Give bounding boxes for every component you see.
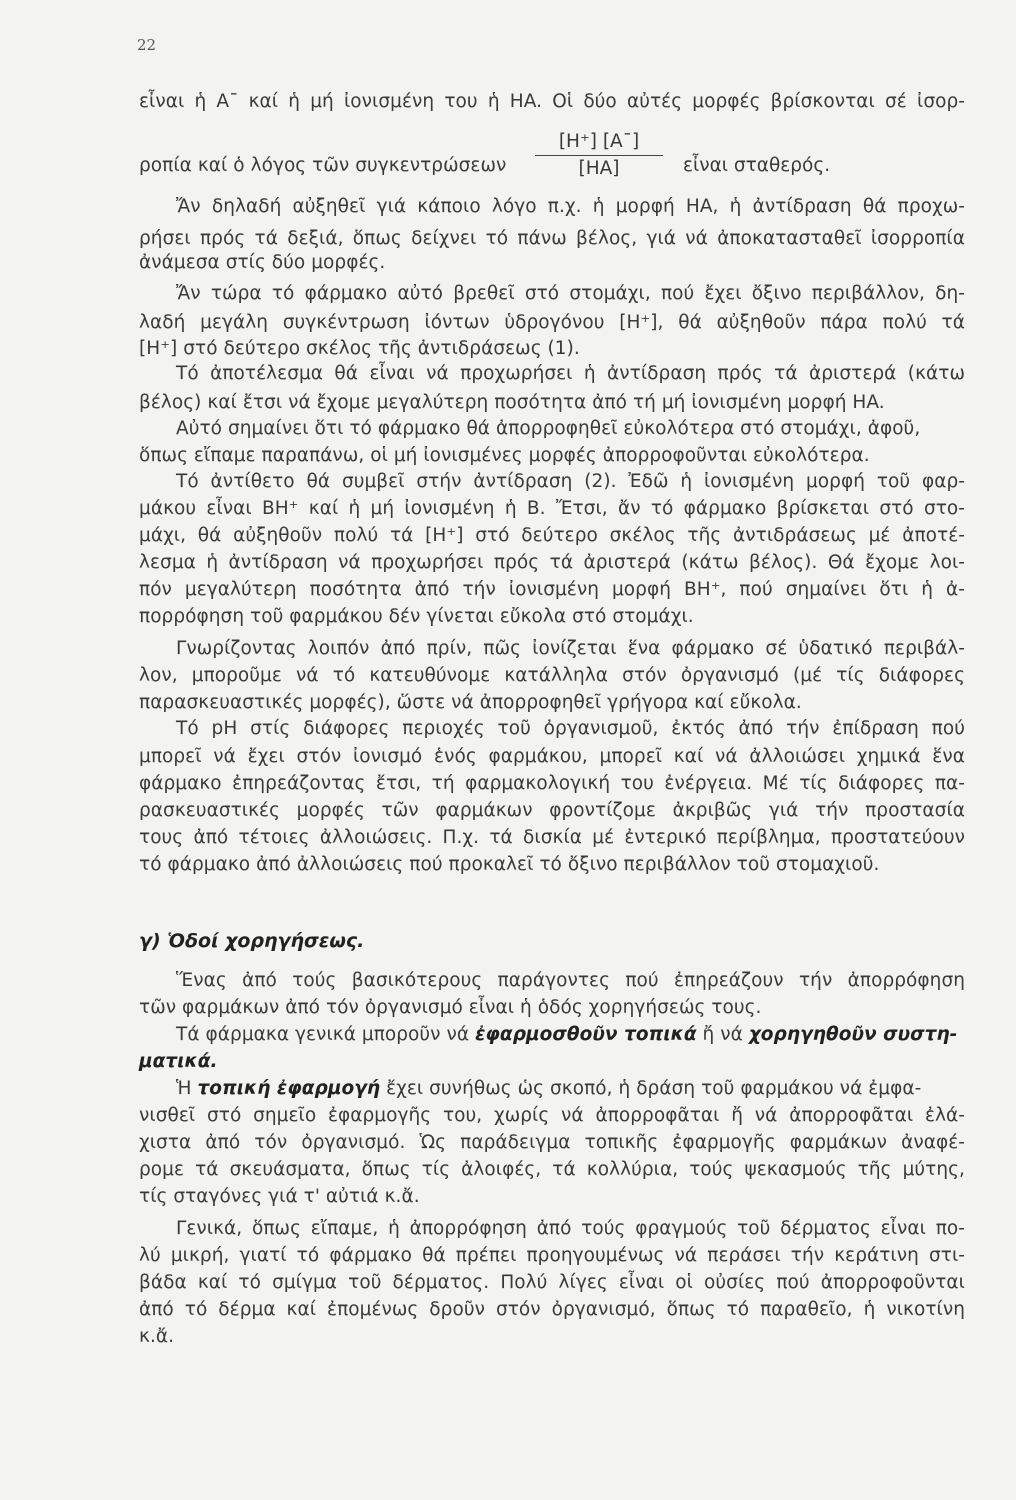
text-line: Ἄν τώρα τό φάρμακο αὐτό βρεθεῖ στό στομάχι, πού ἔχει ὄξινο περιβάλλον, δη- [176, 283, 965, 304]
text-line [176, 1077, 965, 1101]
text-run: ἔχει συνήθως ὡς σκοπό, ἡ δράση τοῦ φαρμάκου νά ἐμφα- [386, 1078, 922, 1099]
text-line: ἀνάμεσα στίς δύο μορφές. [139, 252, 386, 273]
text-line: νισθεῖ στό σημεῖο ἐφαρμογῆς του, χωρίς νά ἀπορροφᾶται ἤ νά ἀπορροφᾶται ἐλά- [139, 1105, 965, 1126]
text-line: μάχι, θά αὐξηθοῦν πολύ τά [H⁺] στό δεύτερο σκέλος τῆς ἀντιδράσεως μέ ἀποτέ- [139, 525, 965, 546]
text-run: Τά φάρμακα γενικά μποροῦν νά [176, 1024, 470, 1045]
text-line: Ἕνας ἀπό τούς βασικότερους παράγοντες πού ἐπηρεάζουν τήν ἀπορρόφηση [176, 970, 965, 991]
text-line: ροπία καί ὁ λόγος τῶν συγκεντρώσεων [139, 155, 507, 176]
text-line: Τό ἀποτέλεσμα θά εἶναι νά προχωρήσει ἡ ἀντίδραση πρός τά ἀριστερά (κάτω [176, 363, 965, 384]
text-line: λαδή μεγάλη συγκέντρωση ἰόντων ὑδρογόνου [H⁺], θά αὐξηθοῦν πάρα πολύ τά [139, 312, 965, 333]
text-line: ρήσει πρός τά δεξιά, ὅπως δείχνει τό πάνω βέλος, γιά νά ἀποκατασταθεῖ ἰσορροπία [139, 228, 965, 249]
text-line: λεσμα ἡ ἀντίδραση νά προχωρήσει πρός τά ἀριστερά (κάτω βέλος). Θά ἔχομε λοι- [139, 552, 965, 573]
text-line: λύ μικρή, γιατί τό φάρμακο θά πρέπει προηγουμένως νά περάσει τήν κεράτινη στι- [139, 1245, 965, 1266]
section-heading: γ) Ὁδοί χορηγήσεως. [139, 930, 365, 952]
text-run: ἤ νά [702, 1024, 743, 1045]
text-line: τό φάρμακο ἀπό ἀλλοιώσεις πού προκαλεῖ τό ὄξινο περιβάλλον τοῦ στομαχιοῦ. [139, 854, 880, 875]
text-line: Γενικά, ὅπως εἴπαμε, ἡ ἀπορρόφηση ἀπό τούς φραγμούς τοῦ δέρματος εἶναι πο- [176, 1218, 965, 1239]
text-line: παρασκευαστικές μορφές), ὥστε νά ἀπορροφηθεῖ γρήγορα καί εὔκολα. [139, 692, 802, 713]
text-line: βέλος) καί ἔτσι νά ἔχομε μεγαλύτερη ποσότητα ἀπό τή μή ἰονισμένη μορφή HA. [139, 392, 885, 413]
text-line: κ.ἄ. [139, 1326, 175, 1347]
emphasis-local-application: τοπική ἐφαρμογή [197, 1078, 381, 1099]
text-line: βάδα καί τό σμίγμα τοῦ δέρματος. Πολύ λίγες εἶναι οἱ οὐσίες πού ἀπορροφοῦνται [139, 1272, 965, 1293]
emphasis-systemic: χορηγηθοῦν συστη- [748, 1024, 958, 1045]
emphasis-local: ἐφαρμοσθοῦν τοπικά [475, 1024, 697, 1045]
text-line: ρομε τά σκευάσματα, ὅπως τίς ἀλοιφές, τά κολλύρια, τούς ψεκασμούς τῆς μύτης, [139, 1159, 965, 1180]
text-line: εἶναι σταθερός. [683, 155, 831, 176]
text-line: φάρμακο ἐπηρεάζοντας ἔτσι, τή φαρμακολογική του ἐνέργεια. Μέ τίς διάφορες πα- [139, 773, 965, 794]
text-line: Ἄν δηλαδή αὐξηθεῖ γιά κάποιο λόγο π.χ. ἡ μορφή HA, ἡ ἀντίδραση θά προχω- [176, 196, 965, 217]
text-line: πορρόφηση τοῦ φαρμάκου δέν γίνεται εὔκολα στό στομάχι. [139, 606, 694, 627]
text-line: χιστα ἀπό τόν ὀργανισμό. Ὡς παράδειγμα τοπικῆς ἐφαρμογῆς φαρμάκων ἀναφέ- [139, 1132, 965, 1153]
text-line: τους ἀπό τέτοιες ἀλλοιώσεις. Π.χ. τά δισκία μέ ἐντερικό περίβλημα, προστατεύουν [139, 827, 965, 848]
text-line: ὅπως εἴπαμε παραπάνω, οἱ μή ἰονισμένες μορφές ἀπορροφοῦνται εὐκολότερα. [139, 445, 870, 466]
text-line: τῶν φαρμάκων ἀπό τόν ὀργανισμό εἶναι ἡ ὁδός χορηγήσεώς τους. [139, 997, 762, 1018]
text-line: Αὐτό σημαίνει ὅτι τό φάρμακο θά ἀπορροφηθεῖ εὐκολότερα στό στομάχι, ἀφοῦ, [176, 418, 921, 439]
text-line: μάκου εἶναι BH⁺ καί ἡ μή ἰονισμένη ἡ B. Ἔτσι, ἄν τό φάρμακο βρίσκεται στό στο- [139, 498, 965, 519]
text-line: Τό pH στίς διάφορες περιοχές τοῦ ὀργανισμοῦ, ἐκτός ἀπό τήν ἐπίδραση πού [176, 718, 965, 739]
text-line [139, 1050, 965, 1074]
text-line: τίς σταγόνες γιά τ' αὐτιά κ.ἄ. [139, 1186, 420, 1207]
formula-numerator: [H⁺] [A¯] [535, 130, 663, 156]
concentration-ratio-formula [535, 130, 663, 181]
text-line: Τό ἀντίθετο θά συμβεῖ στήν ἀντίδραση (2). Ἐδῶ ἡ ἰονισμένη μορφή τοῦ φαρ- [176, 471, 965, 492]
text-line: λον, μποροῦμε νά τό κατευθύνομε κατάλληλα στόν ὀργανισμό (μέ τίς διάφορες [139, 665, 965, 686]
text-line: ρασκευαστικές μορφές τῶν φαρμάκων φροντίζομε ἀκριβῶς γιά τήν προστασία [139, 800, 965, 821]
emphasis-systemic-end: ματικά. [139, 1051, 218, 1072]
formula-denominator: [HA] [578, 158, 620, 179]
text-line: πόν μεγαλύτερη ποσότητα ἀπό τήν ἰονισμένη μορφή BH⁺, πού σημαίνει ὅτι ἡ ἀ- [139, 579, 965, 600]
text-line [176, 1023, 965, 1047]
text-line: ἀπό τό δέρμα καί ἐπομένως δροῦν στόν ὀργανισμό, ὅπως τό παραθεῖο, ἡ νικοτίνη [139, 1299, 965, 1320]
text-line: εἶναι ἡ A¯ καί ἡ μή ἰονισμένη του ἡ HA. Οἱ δύο αὐτές μορφές βρίσκονται σέ ἰσορ- [139, 91, 965, 112]
text-line: μπορεῖ νά ἔχει στόν ἰονισμό ἑνός φαρμάκου, μπορεῖ καί νά ἀλλοιώσει χημικά ἕνα [139, 746, 965, 767]
text-line: [H⁺] στό δεύτερο σκέλος τῆς ἀντιδράσεως (1). [139, 338, 580, 359]
text-line: Γνωρίζοντας λοιπόν ἀπό πρίν, πῶς ἰονίζεται ἕνα φάρμακο σέ ὑδατικό περιβάλ- [176, 638, 965, 659]
text-run: Ἡ [176, 1078, 192, 1099]
page-number: 22 [137, 36, 157, 54]
